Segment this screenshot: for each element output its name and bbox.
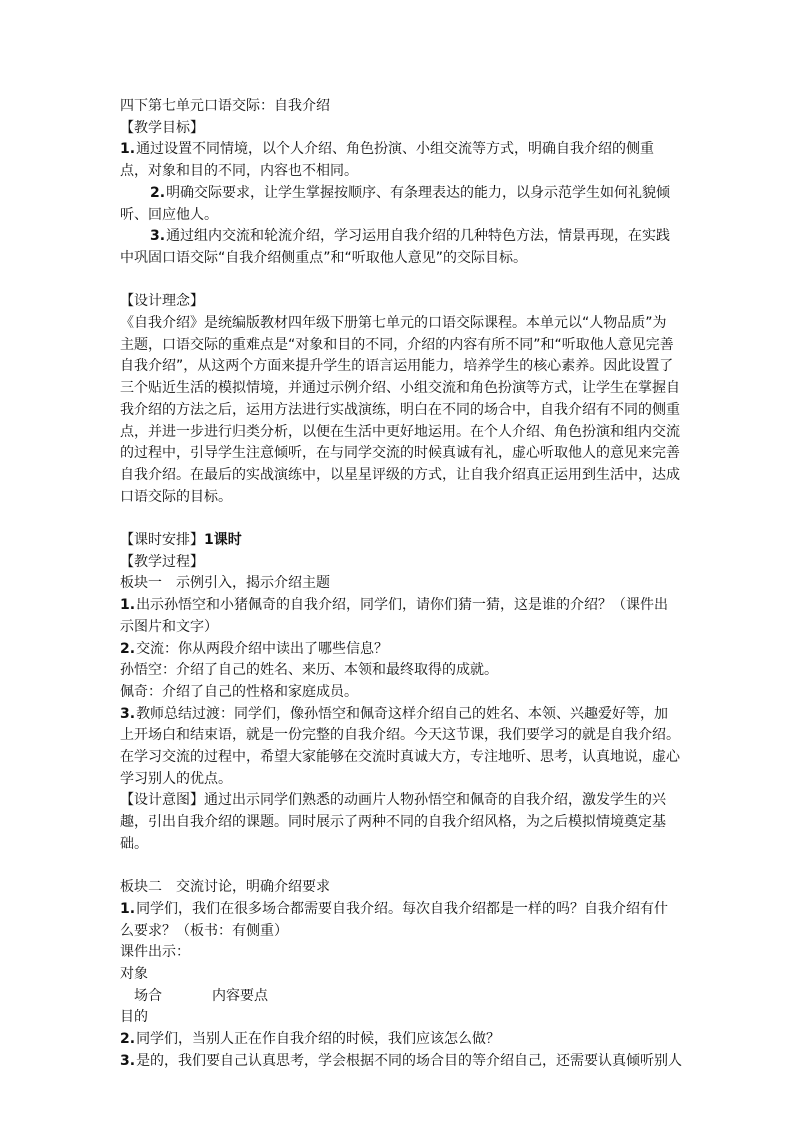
diagram-row [120, 986, 680, 1008]
doc-title: 四下第七单元口语交际：自我介绍 [120, 98, 330, 114]
block1-title: 板块一 示例引入，揭示介绍主题 [120, 575, 330, 592]
intent-text: 通过出示同学们熟悉的动画片人物孙悟空和佩奇的自我介绍，激发学生的兴趣，引出自我介绍的课题。同时展示了两种不同的自我介绍风格，为之后模拟情境奠定基础。 [120, 792, 666, 852]
block1-intent [120, 790, 680, 855]
schedule-line [120, 530, 680, 552]
block2-item-3: 3.是的，我们要自己认真思考，学会根据不同的场合目的等介绍自己，还需要认真倾听别人 [120, 1052, 683, 1069]
block2-title: 板块二 交流讨论，明确介绍要求 [120, 879, 330, 896]
goal-3: 3.通过组内交流和轮流介绍，学习运用自我介绍的几种特色方法，情景再现，在实践中巩固口语交际“自我介绍侧重点”和“听取他人意见”的交际目标。 [120, 228, 671, 266]
schedule-value: 1课时 [204, 532, 242, 549]
block1-item-1: 1.出示孙悟空和小猪佩奇的自我介绍，同学们，请你们猜一猜，这是谁的介绍？（课件出示图片和文字） [120, 597, 669, 635]
block1-peppa: 佩奇：介绍了自己的性格和家庭成员。 [120, 683, 358, 700]
diagram-key-points: 内容要点 [212, 987, 268, 1004]
schedule-heading: 【课时安排】 [120, 532, 204, 549]
process-heading: 【教学过程】 [120, 553, 204, 570]
block1-item-3: 3.教师总结过渡：同学们，像孙悟空和佩奇这样介绍自己的姓名、本领、兴趣爱好等，加上开场白和结束语，就是一份完整的自我介绍。今天这节课，我们要学习的就是自我介绍。在学习交流的过程中，希望大家能够在交流时真诚大方，专注地听、思考，认真地说，虚心学习别人的优点。 [120, 705, 680, 787]
block2-item-2: 2.同学们，当别人正在作自我介绍的时候，我们应该怎么做？ [120, 1031, 501, 1048]
intent-label: 【设计意图】 [120, 792, 204, 809]
block1-sun: 孙悟空：介绍了自己的姓名、来历、本领和最终取得的成就。 [120, 662, 498, 679]
diagram-scene: 场合 [134, 987, 162, 1004]
block2-item-1: 1.同学们，我们在很多场合都需要自我介绍。每次自我介绍都是一样的吗？自我介绍有什么要求？（板书：有侧重） [120, 900, 669, 939]
goals-heading: 【教学目标】 [120, 119, 204, 136]
goal-1: 1.通过设置不同情境，以个人介绍、角色扮演、小组交流等方式，明确自我介绍的侧重点，对象和目的不同，内容也不相同。 [120, 141, 655, 180]
block1-item-2: 2.交流：你从两段介绍中读出了哪些信息？ [120, 640, 389, 657]
design-paragraph: 《自我介绍》是统编版教材四年级下册第七单元的口语交际课程。本单元以“人物品质”为主题，口语交际的重难点是“对象和目的不同，介绍的内容有所不同”和“听取他人意见完善自我介绍”，从这两个方面来提升学生的语言运用能力，培养学生的核心素养。因此设置了三个贴近生活的模拟情境，并通过示例介绍、小组交流和角色扮演等方式，让学生在掌握自我介绍的方法之后，运用方法进行实战演练，明白在不同的场合中，自我介绍有不同的侧重点，并进一步进行归类分析，以便在生活中更好地运用。在个人介绍、角色扮演和组内交流的过程中，引导学生注意倾听，在与同学交流的时候真诚有礼，虚心听取他人的意见来完善自我介绍。在最后的实战演练中，以星星评级的方式，让自我介绍真正运用到生活中，达成口语交际的目标。 [120, 315, 680, 505]
diagram-target: 对象 [120, 966, 148, 983]
design-heading: 【设计理念】 [120, 293, 204, 310]
document-page [120, 96, 683, 1073]
diagram-purpose: 目的 [120, 1009, 148, 1026]
goal-2: 2.明确交际要求，让学生掌握按顺序、有条理表达的能力，以身示范学生如何礼貌倾听、回应他人。 [120, 184, 671, 223]
courseware-label: 课件出示： [120, 944, 190, 961]
